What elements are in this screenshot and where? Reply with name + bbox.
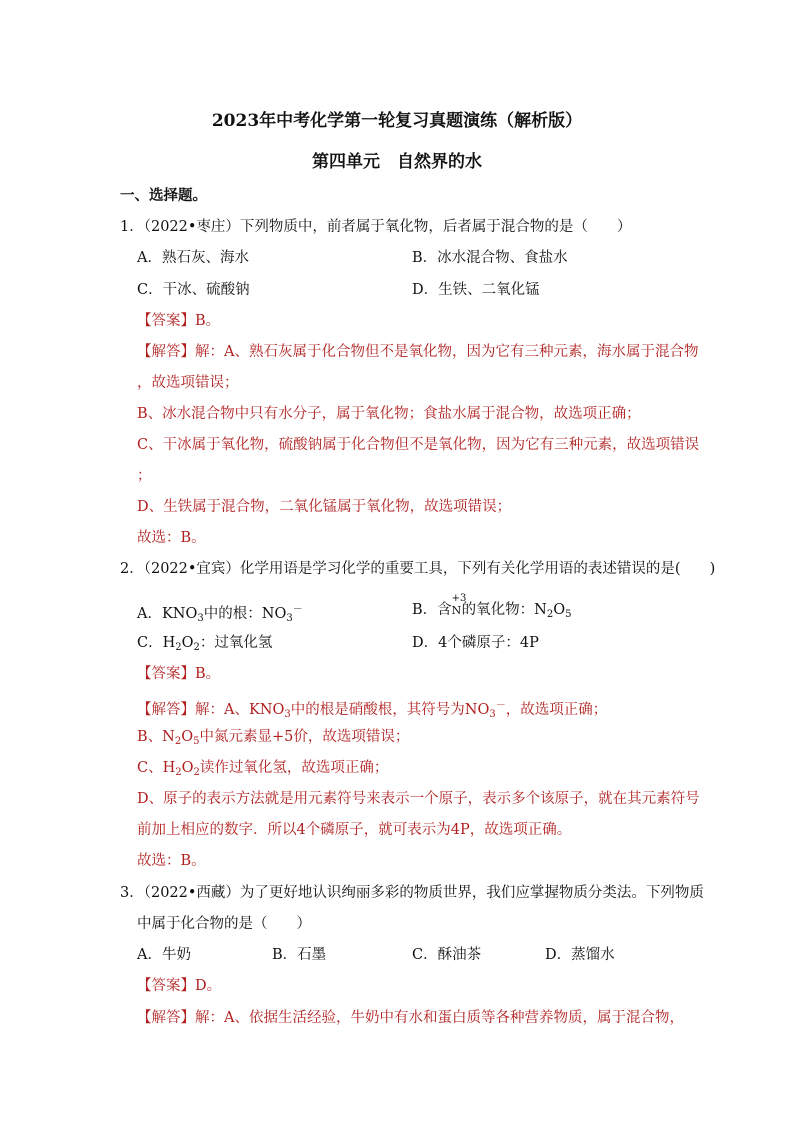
q3-answer: 【答案】D。 (137, 978, 222, 994)
q1-analysis-line-2: B、冰水混合物中只有水分子，属于氧化物；食盐水属于混合物，故选项正确； (137, 406, 641, 422)
q1-analysis-line-3b: ； (137, 468, 152, 484)
q1-conclusion: 故选：B。 (137, 530, 206, 546)
q3-option-d: D．蒸馏水 (545, 947, 615, 963)
q2-option-c: C．$H_2O_2$：过氧化氢 (137, 635, 273, 653)
q1-answer: 【答案】B。 (137, 313, 221, 329)
q2-analysis-line-3: C、$H_2O_2$读作过氧化氢，故选项正确； (137, 760, 389, 778)
q2-analysis-line-2: B、$N_2O_5$中氮元素显+5价，故选项错误； (137, 729, 410, 747)
q2-option-b: B．含 +3 N的氧化物：$N_2O_5$ (412, 600, 571, 625)
valence-label: +3 (451, 593, 467, 604)
q1-stem: 1．（2022•枣庄）下列物质中，前者属于氧化物，后者属于混合物的是（ ） (120, 219, 632, 235)
q2-analysis-line-4b: 前加上相应的数字．所以4个磷原子，就可表示为4P，故选项正确。 (137, 822, 572, 838)
q2-option-d: D．4个磷原子：4P (412, 635, 539, 651)
q2-analysis-line-4: D、原子的表示方法就是用元素符号来表示一个原子，表示多个该原子，就在其元素符号 (137, 791, 700, 807)
doc-title: 2023年中考化学第一轮复习真题演练（解析版） (211, 111, 583, 131)
section-heading: 一、选择题。 (120, 187, 207, 204)
q1-analysis-line-1b: ，故选项错误； (137, 375, 239, 391)
q1-analysis-tag: 【解答】 (137, 344, 195, 360)
q1-analysis-line-4: D、生铁属于混合物，二氧化锰属于氧化物，故选项错误； (137, 499, 512, 515)
q3-analysis-line-1: 【解答】解：A、依据生活经验，牛奶中有水和蛋白质等各种营养物质，属于混合物， (137, 1010, 684, 1026)
q3-option-b: B．石墨 (272, 947, 327, 963)
q1-option-c: C．干冰、硫酸钠 (137, 282, 250, 298)
q3-stem-line-2: 中属于化合物的是（ ） (137, 916, 311, 932)
q1-analysis-line-3: C、干冰属于氧化物，硫酸钠属于化合物但不是氧化物，因为它有三种元素，故选项错误 (137, 437, 700, 453)
q2-answer: 【答案】B。 (137, 666, 221, 682)
q1-option-a: A．熟石灰、海水 (137, 250, 249, 266)
q1-analysis-line-1: 【解答】解：A、熟石灰属于化合物但不是氧化物，因为它有三种元素，海水属于混合物 (137, 344, 699, 360)
q3-stem-line-1: 3．（2022•西藏）为了更好地认识绚丽多彩的物质世界，我们应掌握物质分类法。下列物质 (120, 885, 704, 901)
unit-title: 第四单元 自然界的水 (312, 152, 482, 172)
q2-analysis-line-1: 【解答】解：A、$KNO_3$中的根是硝酸根，其符号为$NO_3^-$，故选项正确； (137, 700, 608, 720)
q2-conclusion: 故选：B。 (137, 853, 206, 869)
q2-stem: 2．（2022•宜宾）化学用语是学习化学的重要工具，下列有关化学用语的表述错误的是( ) (120, 561, 716, 577)
q3-option-c: C．酥油茶 (412, 947, 482, 963)
q2-option-a: A．$KNO_3$中的根：$NO_3^-$ (137, 604, 303, 624)
q1-option-d: D．生铁、二氧化锰 (412, 282, 540, 298)
q3-option-a: A．牛奶 (137, 947, 191, 963)
q1-option-b: B．冰水混合物、食盐水 (412, 250, 568, 266)
